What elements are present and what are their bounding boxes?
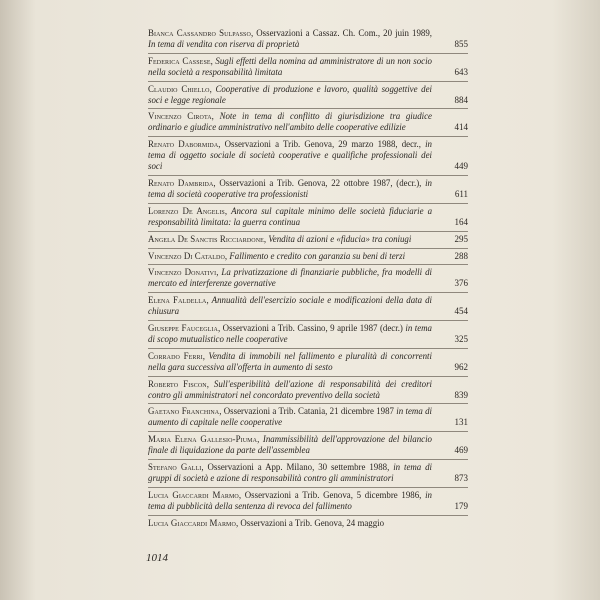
entry-page-number: 288 [454,250,468,261]
entry-title: in tema di pubblicità della sentenza di revoca del fallimento [148,489,432,511]
entry-text [148,490,432,512]
entry-text [148,267,432,289]
entry-citation: , [210,55,216,66]
entry-title: Note in tema di conflitto di giurisdizione tra giudice ordinario e giudice amministrativo nell'ambito delle cooperative edilizie [148,111,432,133]
entry-title: in tema di società cooperative tra professionisti [148,177,432,199]
entry-title: Inammissibilità dell'approvazione del bilancio finale di liquidazione da parte dell'assemblea [148,434,432,456]
entry-page-number: 325 [454,333,468,344]
entry-page-number: 295 [454,233,468,244]
entry-title: Cooperative di produzione e lavoro, qualità soggettive dei soci e legge regionale [148,83,433,105]
author-index [148,26,468,532]
entry-title: Ancora sul capitale minimo delle società fiduciarie a responsabilità limitata: la guerra continua [148,205,433,227]
index-entry [148,54,468,82]
index-entry [148,321,468,349]
entry-page-number: 164 [454,216,468,227]
entry-title: Vendita di immobili nel fallimento e pluralità di concorrenti nella gara successiva all'offerta in aumento di sesto [148,350,432,372]
entry-citation: , Osservazioni a Trib. Genova, 22 ottobre 1987, (decr.), [213,177,426,188]
entry-title: in tema di scopo mutualistico nelle cooperative [148,323,432,344]
entry-page-number: 449 [454,161,468,172]
entry-citation: , Osservazioni a Trib. Genova, 29 marzo 1988, decr., [218,139,426,150]
entry-title: in tema di aumento di capitale nelle cooperative [148,406,433,428]
entry-text [148,462,432,484]
entry-title: Vendita di azioni e «fiducia» tra coniugi [268,233,412,244]
index-entry [148,109,468,137]
entry-citation: , Osservazioni a Trib. Genova, 5 dicembre 1986, [238,489,426,500]
entry-citation: , [224,250,230,261]
entry-text [148,251,432,262]
entry-page-number: 839 [454,389,468,400]
index-entry [148,82,468,110]
entry-title: La privatizzazione di finanziarie pubbliche, fra modelli di mercato ed interferenze governative [148,267,433,289]
index-entry [148,137,468,176]
entry-author: Claudio Chiello [148,83,210,94]
entry-author: Stefano Galli [148,462,202,473]
entry-title: Sull'esperibilità dell'azione di responsabilità dei creditori contro gli amministratori nel concordato preventivo della società [148,378,432,400]
index-entry [148,265,468,293]
entry-author: Angela De Sanctis Ricciardone [148,233,264,244]
entry-title: Annualità dell'esercizio sociale e modificazioni della data di chiusura [148,295,432,317]
entry-text [148,518,432,529]
entry-text [148,351,432,373]
entry-text [148,28,432,50]
entry-author: Elena Faldella [148,295,207,306]
entry-citation: , [206,378,214,389]
entry-author: Renato Dambrida [148,177,214,188]
index-entry [148,26,468,54]
entry-title: Fallimento e credito con garanzia su beni di terzi [229,250,406,261]
entry-page-number: 611 [454,188,468,199]
entry-page-number: 179 [454,500,468,511]
entry-text [148,234,432,245]
entry-text [148,84,432,106]
entry-citation: , [206,295,212,306]
entry-title: in tema di gruppi di società e azione di responsabilità contro gli amministratori [148,462,433,483]
entry-text [148,206,432,228]
entry-author: Vincenzo Cirota [148,111,212,122]
entry-author: Roberto Fiscon [148,378,207,389]
index-entry [148,488,468,516]
entry-author: Giuseppe Fauceglia [148,323,218,334]
entry-page-number: 962 [454,361,468,372]
entry-text [148,295,432,317]
entry-citation: , [216,267,222,278]
entry-text [148,178,432,200]
entry-title: In tema di vendita con riserva di proprietà [148,38,300,49]
index-entry [148,232,468,249]
entry-page-number: 469 [454,445,468,456]
entry-citation: , [211,111,220,122]
entry-author: Vincenzo Di Cataldo [148,250,225,261]
entry-citation: , Osservazioni a Trib. Genova, 24 maggio [235,517,385,528]
entry-page-number: 131 [454,417,468,428]
index-entry [148,176,468,204]
entry-citation: , [224,205,232,216]
entry-text [148,434,432,456]
entry-author: Maria Elena Gallesio-Piuma [148,434,258,445]
entry-page-number: 643 [454,66,468,77]
index-entry [148,349,468,377]
entry-author: Lucia Giaccardi Marmo [148,517,236,528]
entry-page-number: 873 [454,473,468,483]
entry-citation: , Osservazioni a App. Milano, 30 settembre 1988, [201,462,394,473]
entry-page-number: 454 [454,306,468,317]
entry-author: Lorenzo De Angelis [148,205,225,216]
entry-author: Renato Dabormida [148,139,219,150]
entry-author: Lucia Giaccardi Marmo [148,489,239,500]
index-entry [148,377,468,405]
entry-author: Gaetano Franchina [148,406,220,417]
entry-text [148,323,432,345]
index-entry [148,516,468,532]
entry-title: in tema di oggetto sociale di società cooperative e qualifiche professionali dei soci [148,139,432,172]
entry-text [148,56,432,78]
entry-citation: , [209,83,216,94]
entry-citation: , [257,434,263,445]
entry-citation: , [202,350,209,361]
index-entry [148,432,468,460]
index-entry [148,404,468,432]
page-folio-number: 1014 [146,552,168,564]
entry-text [148,379,432,401]
entry-author: Bianca Cassandro Sulpasso [148,28,251,38]
index-entry [148,204,468,232]
entry-citation: , Osservazioni a Trib. Catania, 21 dicembre 1987 [219,406,397,417]
entry-citation: , [263,233,269,244]
entry-author: Vincenzo Donativi [148,267,217,278]
entry-page-number: 414 [454,122,468,133]
entry-text [148,406,432,428]
entry-citation: , Osservazioni a Cassaz. Ch. Com., 20 juin 1989, [250,28,432,38]
entry-page-number: 855 [454,38,468,49]
entry-page-number: 884 [454,94,468,105]
entry-text [148,139,432,172]
entry-citation: , Osservazioni a Trib. Cassino, 9 aprile 1987 (decr.) [217,323,406,334]
index-entry [148,293,468,321]
entry-text [148,111,432,133]
index-entry [148,249,468,266]
entry-title: Sugli effetti della nomina ad amministratore di un non socio nella società a responsabilità limitata [148,55,432,77]
entry-page-number: 376 [454,278,468,289]
entry-author: Corrado Ferri [148,350,203,361]
entry-author: Federica Cassese [148,55,211,66]
index-entry [148,460,468,488]
